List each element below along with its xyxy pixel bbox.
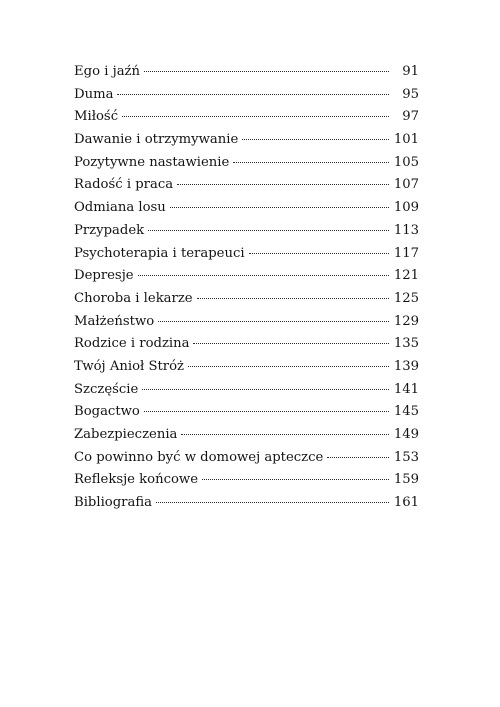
toc-entry — [74, 356, 419, 379]
toc-entry-title: Choroba i lekarze — [74, 290, 193, 306]
toc-entry — [74, 333, 419, 356]
toc-entry-title: Przypadek — [74, 222, 145, 238]
toc-entry-page-number: 129 — [393, 313, 419, 329]
dot-leader — [148, 229, 389, 231]
toc-entry-title: Refleksje końcowe — [74, 472, 199, 488]
dot-leader — [193, 342, 389, 344]
toc-entry — [74, 129, 419, 152]
toc-entry-title: Bogactwo — [74, 404, 140, 420]
toc-entry-title: Bibliografia — [74, 495, 152, 511]
toc-entry-page-number: 109 — [393, 200, 419, 216]
dot-leader — [242, 138, 389, 140]
toc-entry-page-number: 91 — [402, 64, 419, 79]
toc-entry-page-number: 159 — [393, 472, 419, 488]
toc-entry-page-number: 105 — [393, 154, 419, 170]
dot-leader — [170, 206, 389, 208]
toc-entry-page-number: 107 — [393, 177, 419, 193]
toc-entry — [74, 174, 419, 197]
toc-entry — [74, 424, 419, 447]
dot-leader — [142, 388, 389, 390]
toc-entry-page-number: 161 — [393, 495, 419, 511]
table-of-contents — [74, 61, 419, 515]
toc-entry-title: Miłość — [74, 109, 119, 125]
toc-entry — [74, 84, 419, 107]
toc-entry — [74, 447, 419, 470]
toc-entry-page-number: 135 — [393, 336, 419, 352]
toc-entry-title: Odmiana losu — [74, 200, 166, 216]
toc-entry-title: Duma — [74, 86, 114, 102]
toc-entry-page-number: 149 — [393, 427, 419, 442]
toc-entry-page-number: 125 — [393, 290, 419, 306]
toc-entry-page-number: 145 — [393, 404, 419, 420]
toc-entry — [74, 288, 419, 311]
toc-entry-page-number: 153 — [393, 449, 419, 465]
toc-entry-title: Radość i praca — [74, 177, 174, 193]
toc-entry-page-number: 139 — [393, 358, 419, 374]
toc-entry-title: Pozytywne nastawienie — [74, 154, 230, 170]
dot-leader — [327, 456, 389, 458]
toc-entry — [74, 401, 419, 424]
toc-entry-page-number: 121 — [393, 268, 419, 284]
toc-entry-title: Szczęście — [74, 381, 139, 397]
dot-leader — [158, 320, 389, 322]
dot-leader — [177, 183, 389, 185]
toc-entry — [74, 220, 419, 243]
toc-entry-page-number: 113 — [393, 222, 419, 238]
toc-entry-title: Twój Anioł Stróż — [74, 358, 185, 374]
toc-entry-title: Małżeństwo — [74, 313, 155, 329]
dot-leader — [233, 161, 389, 163]
toc-entry-page-number: 95 — [402, 86, 419, 102]
toc-entry-title: Rodzice i rodzina — [74, 336, 190, 352]
toc-entry-title: Co powinno być w domowej apteczce — [74, 449, 324, 465]
toc-entry — [74, 243, 419, 266]
toc-entry — [74, 152, 419, 175]
toc-entry — [74, 265, 419, 288]
dot-leader — [144, 410, 389, 412]
toc-entry — [74, 311, 419, 334]
toc-entry-page-number: 101 — [393, 132, 419, 148]
toc-entry — [74, 379, 419, 402]
dot-leader — [117, 93, 389, 95]
dot-leader — [156, 501, 389, 503]
toc-entry-title: Psychoterapia i terapeuci — [74, 245, 245, 261]
toc-entry-title: Ego i jaźń — [74, 64, 141, 79]
toc-entry — [74, 469, 419, 492]
toc-entry — [74, 106, 419, 129]
toc-entry — [74, 492, 419, 515]
toc-entry — [74, 61, 419, 84]
toc-entry-title: Zabezpieczenia — [74, 427, 178, 442]
toc-entry-page-number: 141 — [393, 381, 419, 397]
toc-entry-title: Depresje — [74, 268, 134, 284]
dot-leader — [181, 433, 389, 435]
dot-leader — [197, 297, 389, 299]
dot-leader — [202, 478, 389, 480]
toc-entry-page-number: 117 — [393, 245, 419, 261]
dot-leader — [138, 274, 389, 276]
dot-leader — [144, 70, 389, 72]
dot-leader — [122, 115, 389, 117]
toc-entry-page-number: 97 — [402, 109, 419, 125]
dot-leader — [249, 252, 389, 254]
toc-entry — [74, 197, 419, 220]
toc-entry-title: Dawanie i otrzymywanie — [74, 132, 239, 148]
dot-leader — [188, 365, 389, 367]
